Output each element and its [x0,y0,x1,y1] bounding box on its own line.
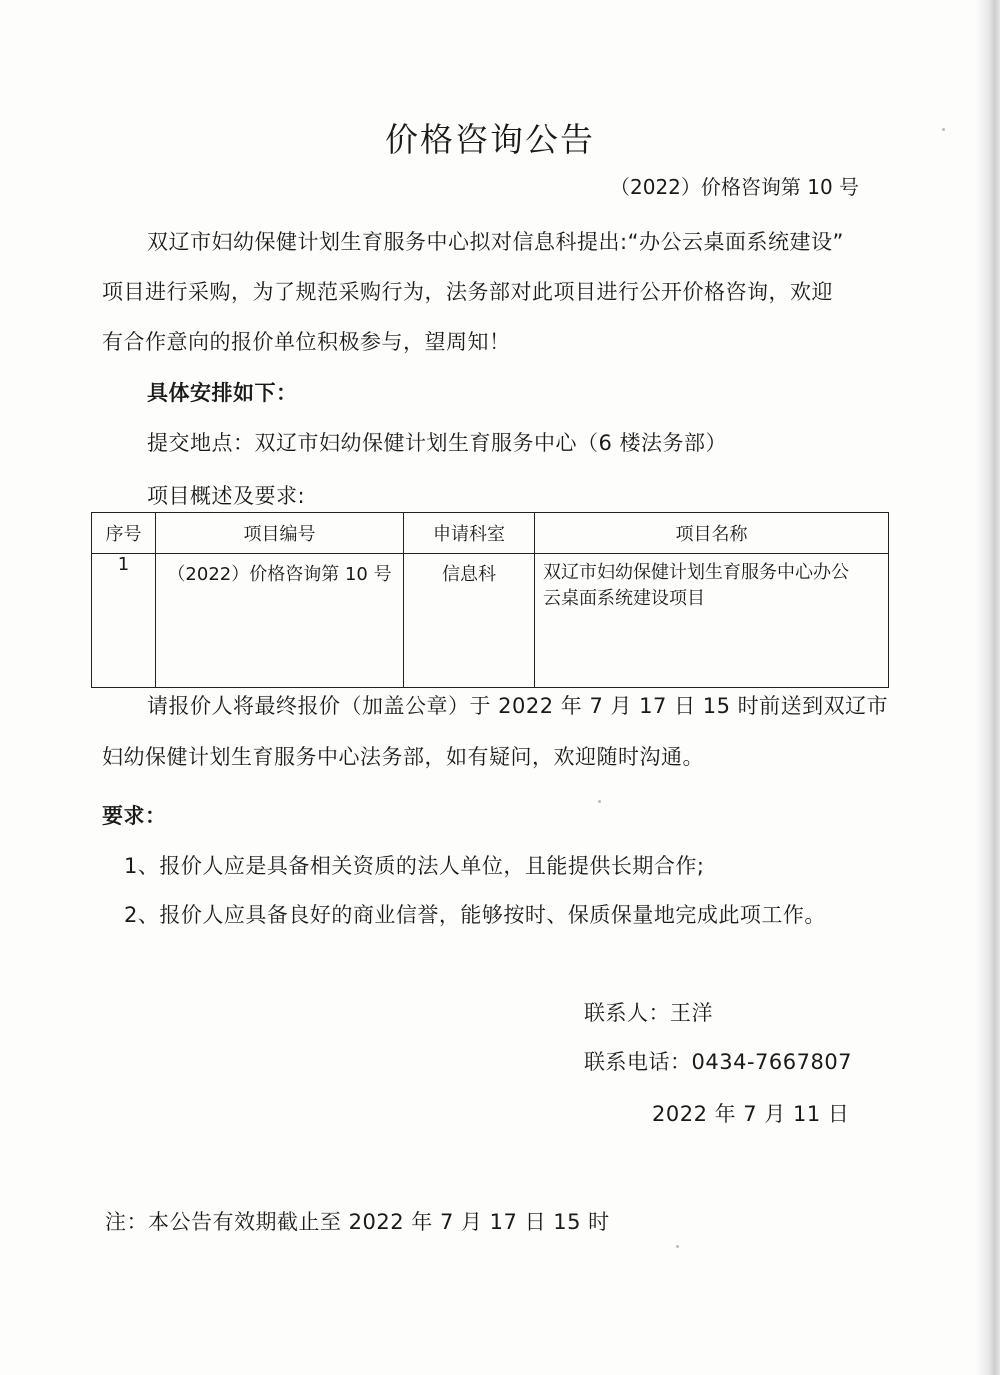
header-dept: 申请科室 [404,513,535,554]
cell-code: （2022）价格咨询第 10 号 [156,554,404,688]
cell-name [535,554,889,688]
overview-label: 项目概述及要求: [147,484,306,508]
submission-place: 提交地点：双辽市妇幼保健计划生育服务中心（6 楼法务部） [147,431,728,455]
arrangement-heading: 具体安排如下： [147,381,298,405]
requirements-heading: 要求： [102,804,167,828]
scan-edge-shadow [974,0,1000,1375]
scan-speck [598,800,601,803]
contact-person: 联系人：王洋 [584,1001,713,1025]
cell-name-line-1: 双辽市妇幼保健计划生育服务中心办公 [543,562,849,583]
cell-seq: 1 [92,554,156,688]
header-name: 项目名称 [535,513,889,554]
deadline-line-1: 请报价人将最终报价（加盖公章）于 2022 年 7 月 17 日 15 时前送到双辽市 [147,694,889,718]
table-header-row [92,513,889,554]
intro-line-2: 项目进行采购，为了规范采购行为，法务部对此项目进行公开价格咨询，欢迎 [102,280,833,304]
deadline-line-2: 妇幼保健计划生育服务中心法务部，如有疑问，欢迎随时沟通。 [102,745,704,769]
header-seq: 序号 [92,513,156,554]
header-code: 项目编号 [156,513,404,554]
intro-line-1: 双辽市妇幼保健计划生育服务中心拟对信息科提出:“办公云桌面系统建设” [147,230,844,254]
cell-dept: 信息科 [404,554,535,688]
issue-date: 2022 年 7 月 11 日 [652,1102,850,1126]
project-table [91,512,889,688]
page-title: 价格咨询公告 [385,120,595,159]
scan-speck [676,1245,679,1248]
requirement-item-1: 1、报价人应是具备相关资质的法人单位，且能提供长期合作; [124,854,705,878]
cell-name-line-2: 云桌面系统建设项目 [543,588,705,609]
table-row [92,554,889,688]
intro-line-3: 有合作意向的报价单位积极参与，望周知！ [102,330,511,354]
document-number: （2022）价格咨询第 10 号 [610,175,860,199]
validity-note: 注：本公告有效期截止至 2022 年 7 月 17 日 15 时 [105,1210,610,1234]
contact-phone: 联系电话：0434-7667807 [584,1050,853,1074]
requirement-item-2: 2、报价人应具备良好的商业信誉，能够按时、保质保量地完成此项工作。 [124,903,826,927]
